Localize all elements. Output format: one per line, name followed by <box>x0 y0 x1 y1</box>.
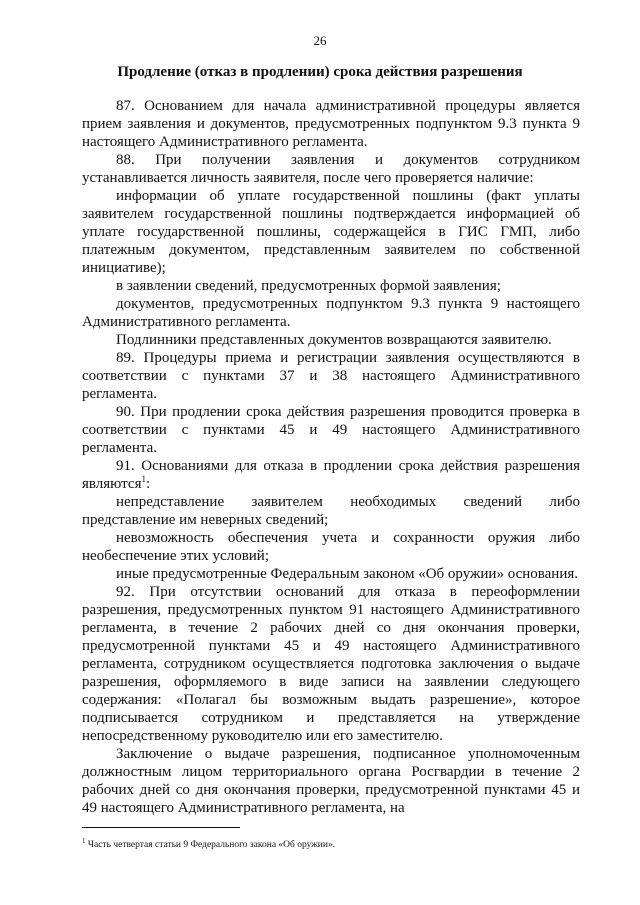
paragraph-91-text: 91. Основаниями для отказа в продлении срока действия разрешения являются <box>82 458 580 492</box>
footnote-reference[interactable]: 1 <box>141 474 146 484</box>
footnote <box>82 837 580 850</box>
paragraph-conclusion: Заключение о выдаче разрешения, подписанное уполномоченным должностным лицом территориального органа Росгвардии в течение 2 рабочих дней со дня окончания проверки, предусмотренной пунктами 45 и 49 настоящего Административного регламента, на <box>82 746 580 816</box>
paragraph-88-item-form: в заявлении сведений, предусмотренных формой заявления; <box>116 278 501 294</box>
paragraph-91-item-3: иные предусмотренные Федеральным законом «Об оружии» основания. <box>116 566 578 582</box>
document-body <box>82 97 580 817</box>
paragraph-originals: Подлинники представленных документов возвращаются заявителю. <box>116 332 552 348</box>
paragraph-88: 88. При получении заявления и документов сотрудником устанавливается личность заявителя, после чего проверяется наличие: <box>82 152 580 186</box>
paragraph-90: 90. При продлении срока действия разрешения проводится проверка в соответствии с пунктами 45 и 49 настоящего Административного регламента. <box>82 404 580 456</box>
paragraph-92: 92. При отсутствии оснований для отказа в переоформлении разрешения, предусмотренных пунктом 91 настоящего Административного регламента, в течение 2 рабочих дней со дня окончания проверки, предусмотренной пунктами 45 и 49 настоящего Административного регламента, сотрудником осуществляется подготовка заключения о выдаче разрешения, оформляемого в виде записи на заявлении следующего содержания: «Полагал бы возможным выдать разрешение», которое подписывается сотрудником и представляется на утверждение непосредственному руководителю или его заместителю. <box>82 584 580 744</box>
footnote-separator <box>82 827 240 828</box>
paragraph-91 <box>82 457 580 493</box>
paragraph-91-item-1: непредставление заявителем необходимых сведений либо представление им неверных сведений; <box>82 494 580 528</box>
paragraph-91-item-2: невозможность обеспечения учета и сохранности оружия либо необеспечение этих условий; <box>82 530 580 564</box>
footnote-text: Часть четвертая статьи 9 Федерального закона «Об оружии». <box>87 840 336 851</box>
page-number: 26 <box>313 33 327 48</box>
footnote-mark: 1 <box>82 837 86 845</box>
paragraph-88-item-docs: документов, предусмотренных подпунктом 9.3 пункта 9 настоящего Административного регламента. <box>82 296 580 330</box>
paragraph-89: 89. Процедуры приема и регистрации заявления осуществляются в соответствии с пунктами 37 и 38 настоящего Административного регламента. <box>82 350 580 402</box>
paragraph-88-item-fee: информации об уплате государственной пошлины (факт уплаты заявителем государственной пошлины подтверждается информацией об уплате государственной пошлины, содержащейся в ГИС ГМП, либо платежным документом, представленным заявителем по собственной инициативе); <box>82 188 580 276</box>
section-title: Продление (отказ в продлении) срока действия разрешения <box>117 64 523 80</box>
paragraph-87: 87. Основанием для начала административной процедуры является прием заявления и документов, предусмотренных подпунктом 9.3 пункта 9 настоящего Административного регламента. <box>82 98 580 150</box>
paragraph-91-tail: : <box>145 476 151 492</box>
